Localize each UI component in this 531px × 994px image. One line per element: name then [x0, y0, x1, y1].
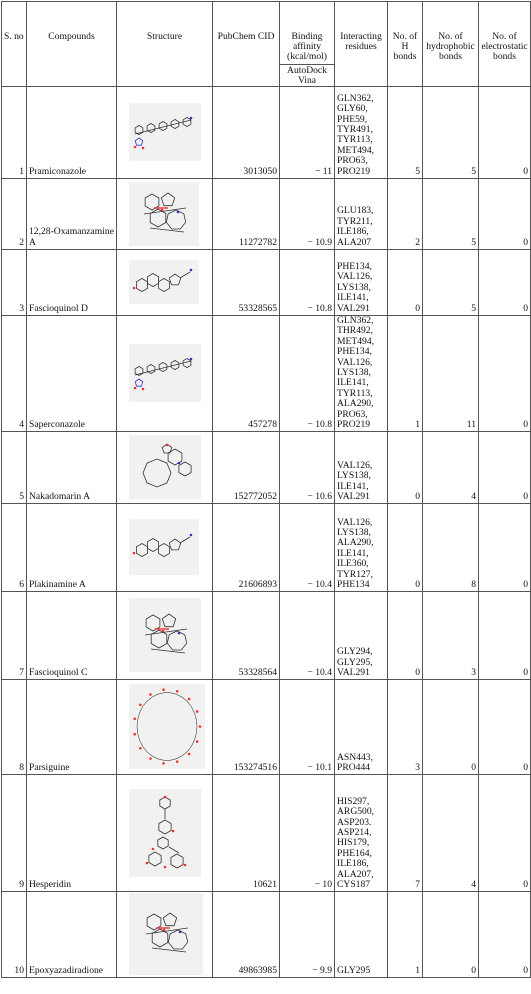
structure-cell — [117, 316, 213, 432]
header-structure: Structure — [117, 2, 213, 87]
binding-affinity: − 10.4 — [280, 504, 335, 592]
hydrophobic-count: 4 — [423, 775, 479, 892]
structure-cell — [117, 87, 213, 179]
interacting-residues: GLN362, GLY60, PHE59, TYR491, TYR113, MET494, PRO63, PRO219 — [335, 87, 388, 179]
compound-name: Fascioquinol D — [27, 250, 117, 316]
row-sno: 8 — [2, 680, 27, 775]
table-row — [2, 892, 531, 978]
interacting-residues: GLY295 — [335, 892, 388, 978]
interacting-residues: VAL126, LYS138, ILE141, VAL291 — [335, 432, 388, 504]
compound-name: Plakinamine A — [27, 504, 117, 592]
compound-name: Hesperidin — [27, 775, 117, 892]
compound-name: Saperconazole — [27, 316, 117, 432]
header-affinity-label: Binding affinity (kcal/mol) — [287, 31, 327, 63]
electrostatic-count: 0 — [479, 250, 531, 316]
interacting-residues: ASN443, PRO444 — [335, 680, 388, 775]
electrostatic-count: 0 — [479, 680, 531, 775]
pubchem-cid: 53328564 — [213, 592, 280, 680]
binding-affinity: − 10.8 — [280, 316, 335, 432]
row-sno: 1 — [2, 87, 27, 179]
structure-cell — [117, 680, 213, 775]
table-row — [2, 504, 531, 592]
row-sno: 9 — [2, 775, 27, 892]
structure-cell — [117, 892, 213, 978]
pubchem-cid: 11272782 — [213, 179, 280, 250]
binding-affinity: − 10.1 — [280, 680, 335, 775]
h-bond-count: 5 — [388, 87, 423, 179]
compound-table — [1, 1, 531, 978]
header-sno: S. no — [2, 2, 27, 87]
pubchem-cid: 49863985 — [213, 892, 280, 978]
compound-name: Epoxyazadiradione — [27, 892, 117, 978]
table-row — [2, 250, 531, 316]
header-affinity-sub: AutoDock Vina — [280, 64, 334, 86]
h-bond-count: 0 — [388, 250, 423, 316]
compound-name: Fascioquinol C — [27, 592, 117, 680]
table-body — [2, 87, 531, 978]
header-compounds: Compounds — [27, 2, 117, 87]
electrostatic-count: 0 — [479, 87, 531, 179]
hydrophobic-count: 0 — [423, 680, 479, 775]
row-sno: 10 — [2, 892, 27, 978]
h-bond-count: 0 — [388, 432, 423, 504]
header-hydrophobic: No. of hydrophobic bonds — [423, 2, 479, 87]
binding-affinity: − 9.9 — [280, 892, 335, 978]
table-row — [2, 87, 531, 179]
row-sno: 2 — [2, 179, 27, 250]
compound-name: Nakadomarin A — [27, 432, 117, 504]
header-electrostatic: No. of electrostatic bonds — [479, 2, 531, 87]
hydrophobic-count: 8 — [423, 504, 479, 592]
pubchem-cid: 10621 — [213, 775, 280, 892]
header-row — [2, 2, 531, 87]
table-row — [2, 179, 531, 250]
structure-image — [129, 789, 201, 877]
compound-name: 12,28-Oxamanzamine A — [27, 179, 117, 250]
binding-affinity: − 10.6 — [280, 432, 335, 504]
structure-image — [129, 344, 201, 402]
electrostatic-count: 0 — [479, 316, 531, 432]
structure-image — [129, 598, 201, 672]
interacting-residues: HIS297, ARG500, ASP203. ASP214, HIS179, PHE164, ILE186, ALA207, CYS187 — [335, 775, 388, 892]
structure-image — [129, 103, 201, 161]
table-row — [2, 775, 531, 892]
interacting-residues: GLY294, GLY295, VAL291 — [335, 592, 388, 680]
structure-cell — [117, 504, 213, 592]
hydrophobic-count: 11 — [423, 316, 479, 432]
pubchem-cid: 53328565 — [213, 250, 280, 316]
binding-affinity: − 11 — [280, 87, 335, 179]
structure-image — [129, 519, 199, 575]
row-sno: 3 — [2, 250, 27, 316]
row-sno: 4 — [2, 316, 27, 432]
interacting-residues: GLU183, TYR211, ILE186, ALA207 — [335, 179, 388, 250]
electrostatic-count: 0 — [479, 504, 531, 592]
header-affinity — [280, 2, 335, 87]
binding-affinity: − 10.9 — [280, 179, 335, 250]
table-row — [2, 592, 531, 680]
compound-name: Pramiconazole — [27, 87, 117, 179]
interacting-residues: VAL126, LYS138, ALA290, ILE141, ILE360, TYR127, PHE134 — [335, 504, 388, 592]
structure-cell — [117, 592, 213, 680]
pubchem-cid: 3013050 — [213, 87, 280, 179]
structure-cell — [117, 250, 213, 316]
h-bond-count: 1 — [388, 892, 423, 978]
h-bond-count: 0 — [388, 592, 423, 680]
h-bond-count: 1 — [388, 316, 423, 432]
pubchem-cid: 457278 — [213, 316, 280, 432]
h-bond-count: 7 — [388, 775, 423, 892]
interacting-residues: GLN362, THR492, MET494, PHE134, VAL126, LYS138, ILE141, TYR113, ALA290, PRO63, PRO219 — [335, 316, 388, 432]
hydrophobic-count: 5 — [423, 87, 479, 179]
hydrophobic-count: 5 — [423, 179, 479, 250]
structure-image — [129, 182, 199, 246]
structure-image — [129, 260, 199, 304]
binding-affinity: − 10 — [280, 775, 335, 892]
table-row — [2, 432, 531, 504]
binding-affinity: − 10.8 — [280, 250, 335, 316]
structure-cell — [117, 432, 213, 504]
hydrophobic-count: 0 — [423, 892, 479, 978]
table-row — [2, 316, 531, 432]
electrostatic-count: 0 — [479, 892, 531, 978]
pubchem-cid: 21606893 — [213, 504, 280, 592]
pubchem-cid: 153274516 — [213, 680, 280, 775]
hydrophobic-count: 3 — [423, 592, 479, 680]
electrostatic-count: 0 — [479, 432, 531, 504]
header-residues: Interacting residues — [335, 2, 388, 87]
interacting-residues: PHE134, VAL126, LYS138, ILE141, VAL291 — [335, 250, 388, 316]
h-bond-count: 2 — [388, 179, 423, 250]
structure-image — [129, 893, 203, 975]
electrostatic-count: 0 — [479, 592, 531, 680]
structure-cell — [117, 179, 213, 250]
table-row — [2, 680, 531, 775]
row-sno: 5 — [2, 432, 27, 504]
row-sno: 6 — [2, 504, 27, 592]
structure-image — [129, 684, 205, 769]
row-sno: 7 — [2, 592, 27, 680]
pubchem-cid: 152772052 — [213, 432, 280, 504]
h-bond-count: 3 — [388, 680, 423, 775]
electrostatic-count: 0 — [479, 775, 531, 892]
structure-image — [129, 435, 201, 499]
binding-affinity: − 10.4 — [280, 592, 335, 680]
header-hbonds: No. of H bonds — [388, 2, 423, 87]
header-cid: PubChem CID — [213, 2, 280, 87]
electrostatic-count: 0 — [479, 179, 531, 250]
hydrophobic-count: 4 — [423, 432, 479, 504]
h-bond-count: 0 — [388, 504, 423, 592]
compound-name: Parsiguine — [27, 680, 117, 775]
structure-cell — [117, 775, 213, 892]
hydrophobic-count: 5 — [423, 250, 479, 316]
